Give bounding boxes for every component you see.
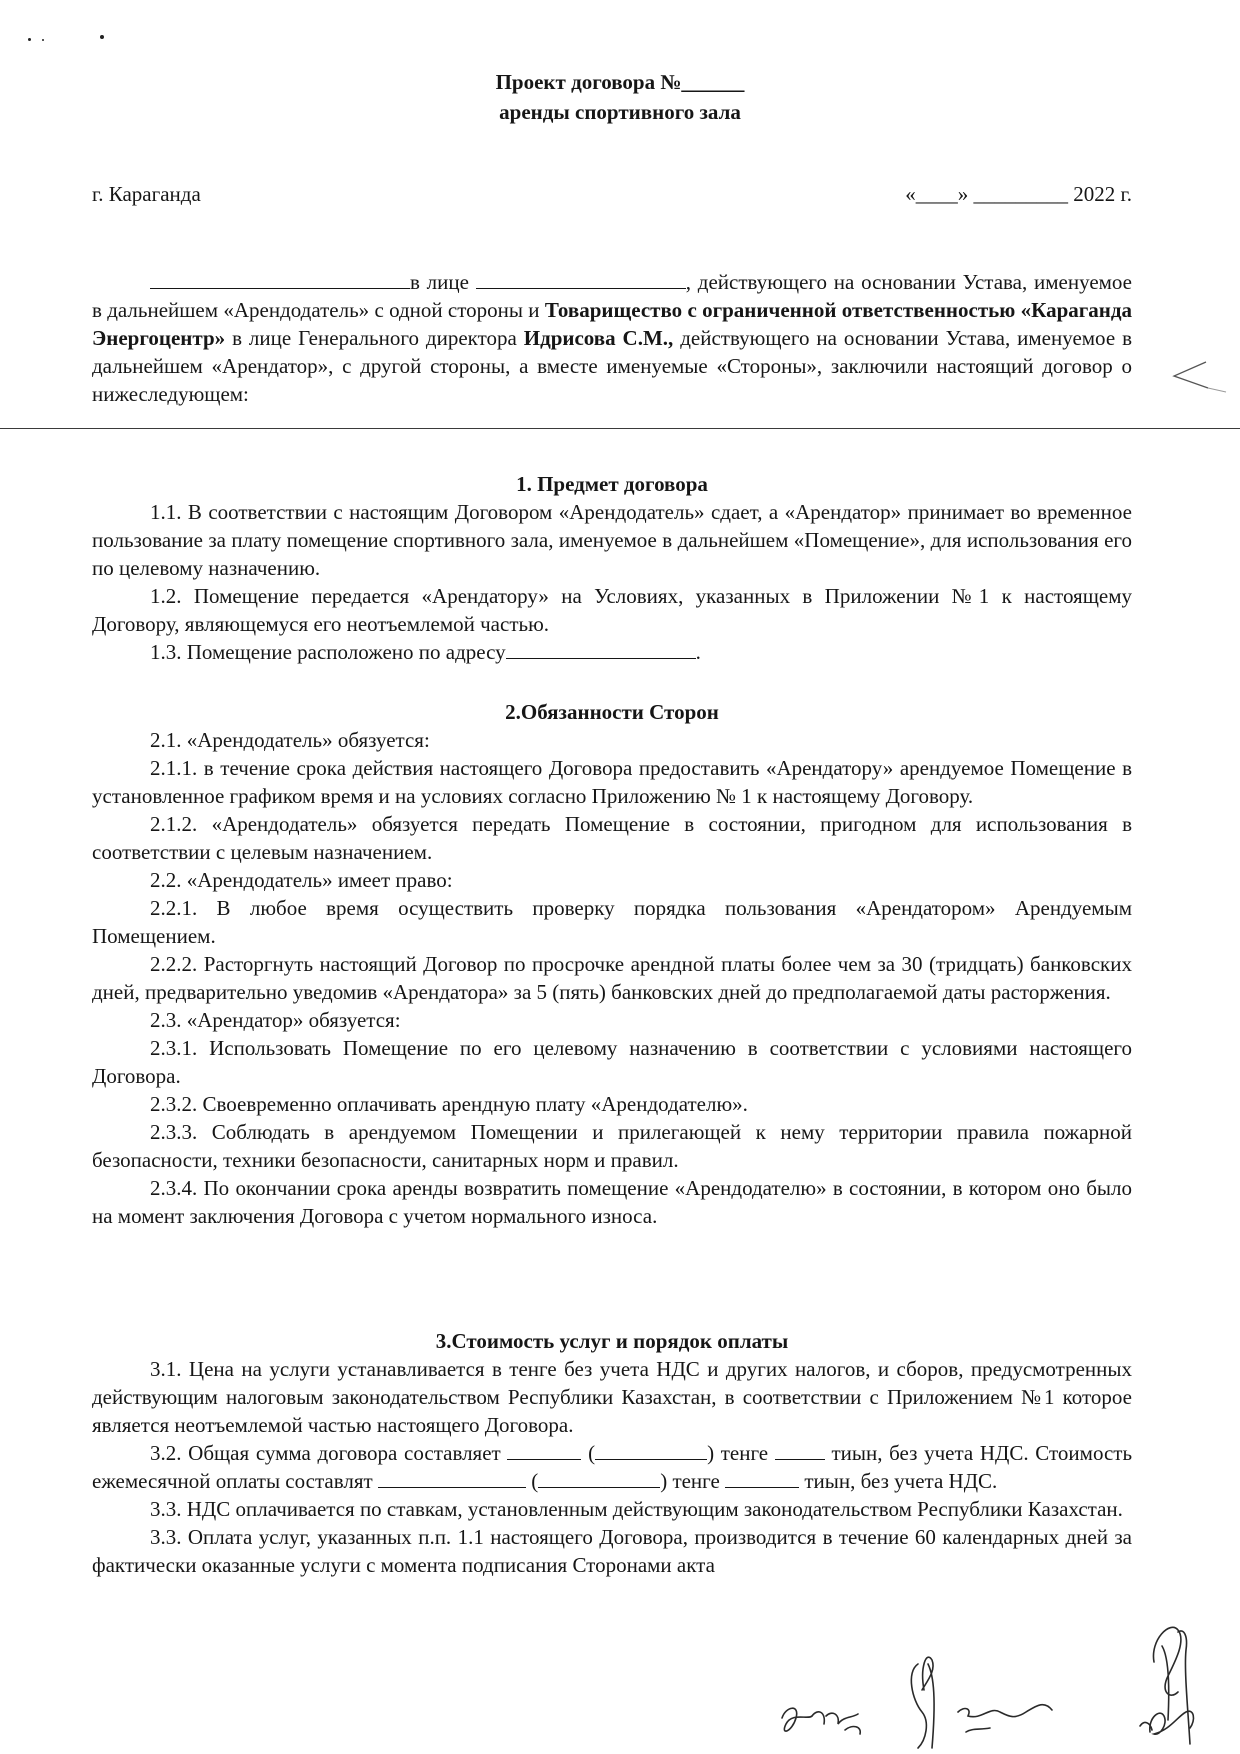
director-name: Идрисова С.М., [523,326,674,350]
clause: 2.2.1. В любое время осуществить проверку порядка пользования «Арендатором» Арендуемым Помещением. [92,896,1132,948]
scan-speck [42,39,44,41]
clause: 2.1.2. «Арендодатель» обязуется передать Помещение в состоянии, пригодном для использования в соответствии с целевым назначением. [92,812,1132,864]
clause: 2.2.2. Расторгнуть настоящий Договор по просрочке арендной платы более чем за 30 (тридцать) банковских дней, предварительно уведомив «Арендатора» за 5 (пять) банковских дней до предполагаемой даты расторжения. [92,952,1132,1004]
scan-line [0,428,1240,429]
section-1 [92,470,1132,666]
section-2 [92,698,1132,1230]
tenant-name: Товарищество с ограниченной ответственностью «Караганда Энергоцентр» [92,298,1133,350]
clause: 3.3. НДС оплачивается по ставкам, установленным действующим законодательством Республики Казахстан. [150,1497,1123,1521]
clause: 2.1.1. в течение срока действия настоящего Договора предоставить «Арендатору» арендуемое Помещение в установленное графиком время и на условиях согласно Приложению № 1 к настоящему Договору. [92,756,1132,808]
scan-speck [28,38,31,41]
section-heading: 1. Предмет договора [516,472,708,496]
clause: 1.1. В соответствии с настоящим Договором «Арендодатель» сдает, а «Арендатор» принимает во временное пользование за плату помещение спортивного зала, именуемое в дальнейшем «Помещение», для использования его по целевому назначению. [92,500,1132,580]
scan-speck [100,35,104,39]
blank-field [476,268,686,289]
blank-field [506,638,696,659]
preamble-paragraph: в лице , действующего на основании Устава, именуемое в дальнейшем «Арендодатель» с одной стороны и Товарищество с ограниченной ответственностью «Караганда Энергоцентр» в лице Генерального директора Идрисова С.М., действующего на основании Устава, именуемое в дальнейшем «Арендатор», с другой стороны, а вместе именуемые «Стороны», заключили настоящий договор о нижеследующем: [92,270,1133,406]
blank-field [378,1467,526,1488]
margin-bracket-mark [1168,358,1228,398]
blank-field [507,1439,581,1460]
clause: 2.3.1. Использовать Помещение по его целевому назначению в соответствии с условиями настоящего Договора. [92,1036,1132,1088]
blank-field [725,1467,799,1488]
clause: 1.3. Помещение расположено по адресу . [150,640,701,664]
clause: 3.1. Цена на услуги устанавливается в тенге без учета НДС и других налогов, и сборов, предусмотренных действующим налоговым законодательством Республики Казахстан, в соответствии с Приложением №1 которое является неотъемлемой частью настоящего Договора. [92,1357,1132,1437]
city: г. Караганда [92,182,201,206]
clause: 2.3.2. Своевременно оплачивать арендную плату «Арендодателю». [150,1092,748,1116]
clause: 2.3.3. Соблюдать в арендуемом Помещении и прилегающей к нему территории правила пожарной безопасности, техники безопасности, санитарных норм и правил. [92,1120,1132,1172]
blank-field [538,1467,660,1488]
document-title-line1: Проект договора №______ [495,70,745,94]
clause: 3.2. Общая сумма договора составляет ( ) тенге тиын, без учета НДС. Стоимость ежемесячной оплаты составлят ( ) тенге тиын, без учета НДС. [92,1441,1133,1493]
clause: 1.2. Помещение передается «Арендатору» на Условиях, указанных в Приложении №1 к настоящему Договору, являющемуся его неотъемлемой частью. [92,584,1132,636]
section-heading: 2.Обязанности Сторон [505,700,719,724]
clause: 2.3. «Арендатор» обязуется: [150,1008,401,1032]
clause: 2.1. «Арендодатель» обязуется: [150,728,430,752]
clause: 3.3. Оплата услуг, указанных п.п. 1.1 настоящего Договора, производится в течение 60 календарных дней за фактически оказанные услуги с момента подписания Сторонами акта [92,1525,1132,1577]
blank-field [595,1439,707,1460]
section-heading: 3.Стоимость услуг и порядок оплаты [435,1329,789,1353]
blank-field [775,1439,825,1460]
preamble [92,268,1132,408]
document-title-line2: аренды спортивного зала [499,100,741,124]
section-3 [92,1327,1132,1579]
contract-date: «____» _________ 2022 г. [905,182,1132,206]
blank-field [150,268,410,289]
clause: 2.2. «Арендодатель» имеет право: [150,868,453,892]
place-date-line [92,182,1132,212]
clause: 2.3.4. По окончании срока аренды возвратить помещение «Арендодателю» в состоянии, в котором оно было на момент заключения Договора с учетом нормального износа. [92,1176,1132,1228]
